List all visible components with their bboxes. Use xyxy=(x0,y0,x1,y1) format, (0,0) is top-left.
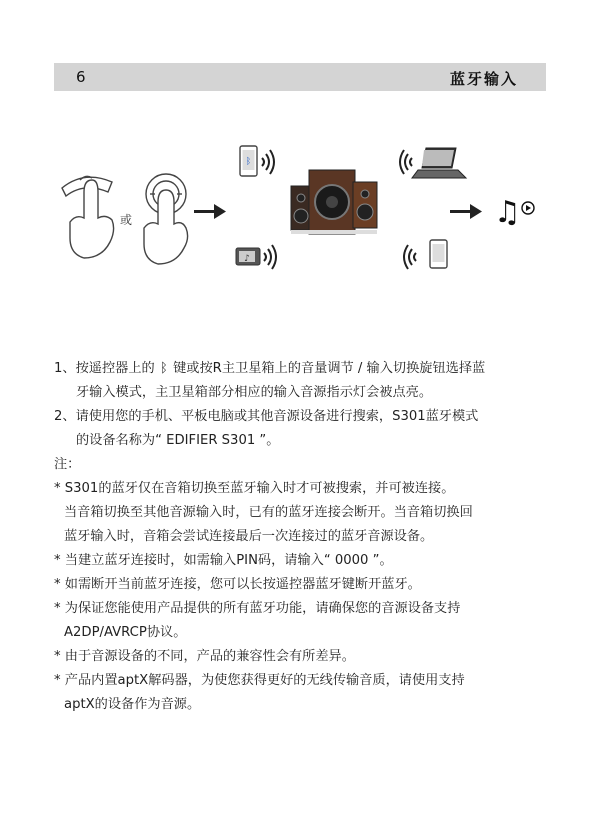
note-1-line-2: 当音箱切换至其他音源输入时，已有的蓝牙连接会断开。当音箱切换回 xyxy=(64,505,473,520)
wireless-waves-icon xyxy=(400,150,412,174)
remote-knob-hand-icon xyxy=(62,176,114,258)
note-2-line-1: * 当建立蓝牙连接时，如需输入PIN码，请输入“ 0000 ”。 xyxy=(54,553,393,568)
speaker-system-icon xyxy=(291,170,377,234)
notes-label: 注： xyxy=(54,457,81,472)
note-4-line-2: A2DP/AVRCP协议。 xyxy=(64,625,187,640)
arrow-right-icon xyxy=(450,204,482,219)
svg-text:♪: ♪ xyxy=(244,254,250,264)
note-1-line-3: 蓝牙输入时，音箱会尝试连接最后一次连接过的蓝牙音源设备。 xyxy=(64,529,434,544)
svg-text:♫: ♫ xyxy=(494,195,521,230)
note-1-line-1: * S301的蓝牙仅在音箱切换至蓝牙输入时才可被搜索，并可被连接。 xyxy=(54,481,455,496)
dial-press-hand-icon xyxy=(144,174,188,264)
note-3-line-1: * 如需断开当前蓝牙连接，您可以长按遥控器蓝牙键断开蓝牙。 xyxy=(54,577,421,592)
diagram-graphic xyxy=(54,140,546,280)
step-1-line-2: 牙输入模式，主卫星箱部分相应的输入音源指示灯会被点亮。 xyxy=(76,385,433,400)
arrow-right-icon xyxy=(194,204,226,219)
step-2-line-2: 的设备名称为“ EDIFIER S301 ”。 xyxy=(76,433,280,448)
or-label: 或 xyxy=(120,213,133,227)
media-tablet-icon xyxy=(236,248,260,265)
wireless-waves-icon xyxy=(262,150,274,174)
note-4-line-1: * 为保证您能使用产品提供的所有蓝牙功能，请确保您的音源设备支持 xyxy=(54,601,461,616)
page-number: 6 xyxy=(76,68,86,86)
wireless-waves-icon xyxy=(264,245,276,269)
smartphone-icon xyxy=(240,146,257,176)
note-5-line-1: * 由于音源设备的不同，产品的兼容性会有所差异。 xyxy=(54,649,355,664)
bluetooth-diagram xyxy=(54,140,546,280)
step-1-line-1: 1、按遥控器上的 ᛒ 键或按R主卫星箱上的音量调节 / 输入切换旋钮选择蓝 xyxy=(54,357,554,381)
wireless-waves-icon xyxy=(404,245,416,269)
laptop-icon xyxy=(412,148,466,178)
bluetooth-icon: ᛒ xyxy=(159,361,168,376)
smartphone-icon xyxy=(430,240,447,268)
section-title: 蓝牙输入 xyxy=(449,70,518,88)
step-2-line-1: 2、请使用您的手机、平板电脑或其他音源设备进行搜索，S301蓝牙模式 xyxy=(54,409,479,424)
note-6-line-1: * 产品内置aptX解码器，为使您获得更好的无线传输音质，请使用支持 xyxy=(54,673,465,688)
music-play-icon xyxy=(494,195,534,230)
instructions xyxy=(54,357,554,717)
note-6-line-2: aptX的设备作为音源。 xyxy=(64,697,201,712)
page-header xyxy=(54,63,546,91)
svg-text:ᛒ: ᛒ xyxy=(245,157,252,167)
